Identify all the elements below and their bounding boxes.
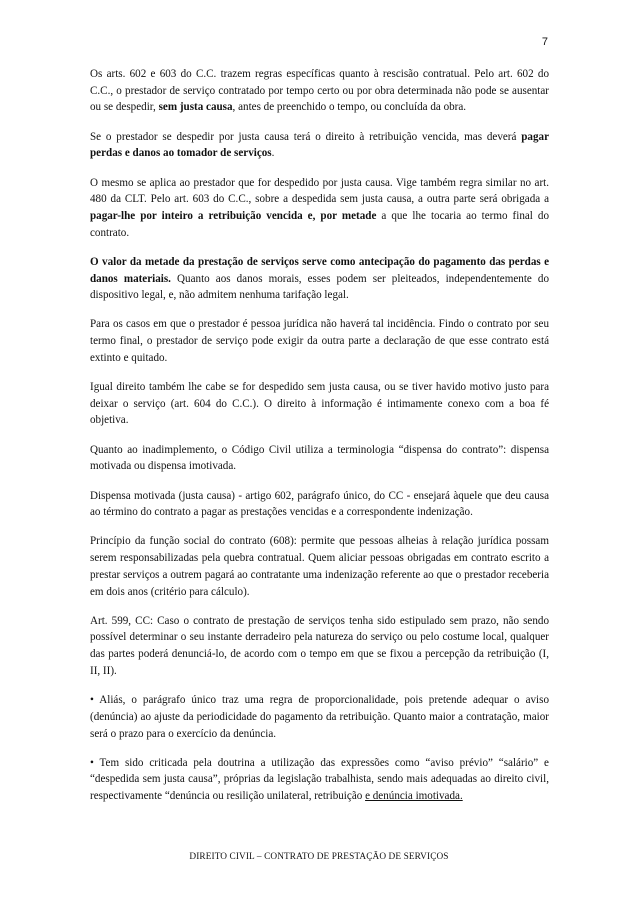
paragraph xyxy=(90,175,549,242)
text-run: Se o prestador se despedir por justa causa terá o direito à retribuição vencida, mas deverá xyxy=(90,130,522,143)
paragraph xyxy=(90,442,549,475)
text-run: • Aliás, o parágrafo único traz uma regra de proporcionalidade, pois pretende adequar o aviso (denúncia) ao ajuste da periodicidade do pagamento da retribuição. Quanto maior a contratação, maior será o prazo para o exercício da denúncia. xyxy=(90,694,549,740)
text-run: Princípio da função social do contrato (608): permite que pessoas alheias à relação jurídica possam serem responsabilizadas pela quebra contratual. Quem aliciar pessoas obrigadas em contrato escrito a prestar serviços a outrem pagará ao contratante uma indenização referente ao que o prestador receberia em dois anos (critério para cálculo). xyxy=(90,535,549,598)
text-run: • Tem sido criticada pela doutrina a utilização das expressões como “aviso prévio” “salário” e “despedida sem justa causa”, próprias da legislação trabalhista, sendo mais adequadas ao direito civil, respectivamente “denúncia ou resilição unilateral, retribuição xyxy=(90,756,549,803)
text-run: O mesmo se aplica ao prestador que for despedido por justa causa. Vige também regra similar no art. 480 da CLT. Pelo art. 603 do C.C., sobre a despedida sem justa causa, a outra parte será obrigada a xyxy=(90,176,549,206)
page-number: 7 xyxy=(541,36,548,48)
paragraph xyxy=(90,692,549,742)
text-run: Quanto ao inadimplemento, o Código Civil utiliza a terminologia “dispensa do contrato”: dispensa motivada ou dispensa imotivada. xyxy=(90,443,549,473)
paragraph xyxy=(90,254,549,304)
text-run: Para os casos em que o prestador é pessoa jurídica não haverá tal incidência. Findo o contrato por seu termo final, o prestador de serviço pode exigir da outra parte a declaração de que esse contrato está extinto e quitado. xyxy=(90,318,549,364)
paragraph xyxy=(90,66,549,116)
bold-text: O valor da metade da prestação de serviços serve como antecipação do pagamento das perdas e danos materiais. xyxy=(90,255,549,285)
paragraph xyxy=(90,379,549,429)
paragraph xyxy=(90,316,549,366)
page-footer: DIREITO CIVIL – CONTRATO DE PRESTAÇÃO DE SERVIÇOS xyxy=(189,852,449,862)
bold-text: sem justa causa xyxy=(158,101,233,114)
paragraph xyxy=(90,129,549,162)
text-run: Os arts. 602 e 603 do C.C. trazem regras específicas quanto à rescisão contratual. Pelo art. 602 do C.C., o prestador de serviço contratado por tempo certo ou por obra determinada não pode se ausentar ou se despedir, xyxy=(90,68,549,114)
paragraph xyxy=(90,533,549,600)
document-body xyxy=(90,66,549,817)
paragraph xyxy=(90,488,549,521)
text-run: a que lhe tocaria ao termo final do contrato. xyxy=(90,209,549,239)
text-run: . xyxy=(271,147,275,160)
text-run: Dispensa motivada (justa causa) - artigo 602, parágrafo único, do CC - ensejará àquele que deu causa ao término do contrato a pagar as prestações vencidas e a correspondente indenização. xyxy=(90,489,549,519)
text-run: Quanto aos danos morais, esses podem ser pleiteados, independentemente do dispositivo legal, e, não admitem nenhuma tarifação legal. xyxy=(90,272,550,302)
text-run: Art. 599, CC: Caso o contrato de prestação de serviços tenha sido estipulado sem prazo, não sendo possível determinar o seu instante derradeiro pela natureza do serviço ou pelo costume local, qualquer das partes poderá denunciá-lo, de acordo com o tempo em que se fixou a percepção da retribuição (I, II, II). xyxy=(90,614,549,677)
paragraph xyxy=(90,755,549,805)
text-run: , antes de preenchido o tempo, ou concluída da obra. xyxy=(232,101,467,114)
paragraph xyxy=(90,613,549,680)
underlined-text: e denúncia imotivada. xyxy=(365,790,463,803)
bold-text: pagar-lhe por inteiro a retribuição vencida e, por metade xyxy=(90,209,377,222)
text-run: Igual direito também lhe cabe se for despedido sem justa causa, ou se tiver havido motivo justo para deixar o serviço (art. 604 do C.C.). O direito à informação é intimamente conexo com a boa fé objetiva. xyxy=(90,381,549,427)
bold-text: pagar perdas e danos ao tomador de serviços xyxy=(90,130,549,160)
